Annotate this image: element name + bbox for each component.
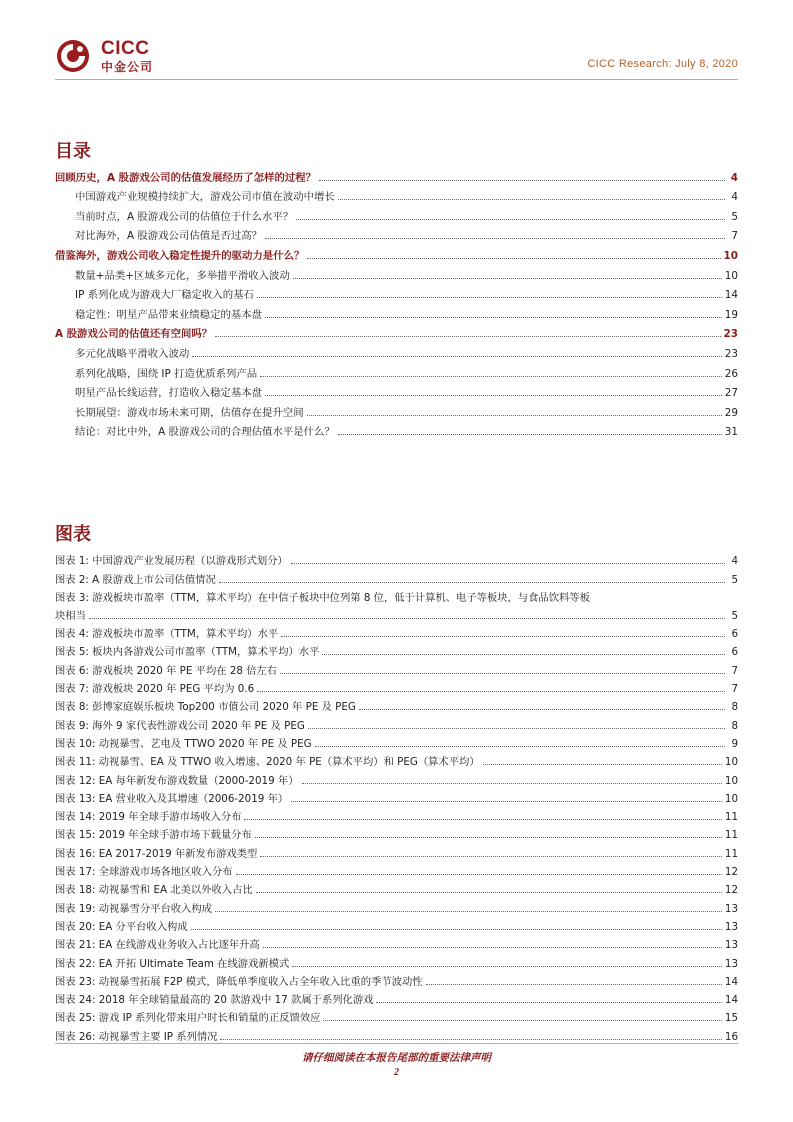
figure-entry-page: 14 [724,975,738,988]
figure-entry-page: 11 [724,847,738,860]
figure-entry-page: 6 [731,646,738,659]
dot-leader [256,892,722,893]
figure-entry[interactable] [55,622,738,640]
figure-entry-text: 图表 12: EA 每年新发布游戏数量（2000-2019 年） [55,774,299,787]
figure-entry[interactable] [55,586,738,604]
toc-entry-text: A 股游戏公司的估值还有空间吗？ [55,328,213,341]
figure-entry-text: 图表 16: EA 2017-2019 年新发布游戏类型 [55,847,258,860]
dot-leader [191,929,722,930]
toc-entry-text: 多元化战略平滑收入波动 [75,347,190,360]
toc-subsection-entry[interactable] [55,262,738,282]
dot-leader [323,1020,721,1021]
dot-leader [265,238,725,239]
figure-entry-text: 图表 23: 动视暴雪拓展 F2P 模式，降低单季度收入占全年收入比重的季节波动性 [55,975,423,988]
toc-subsection-entry[interactable] [55,203,738,223]
toc-entry-text: 对比海外，A 股游戏公司估值是否过高？ [75,230,263,243]
dot-leader [359,709,725,710]
figure-entry[interactable] [55,695,738,713]
dot-leader [244,819,721,820]
figure-entry[interactable] [55,732,738,750]
dot-leader [315,746,725,747]
toc-subsection-entry[interactable] [55,360,738,380]
toc-entry-page: 5 [731,210,738,223]
dot-leader [296,219,725,220]
dot-leader [483,764,722,765]
toc-entry-text: 中国游戏产业规模持续扩大，游戏公司市值在波动中增长 [75,191,335,204]
report-tag: CICC Research: July 8, 2020 [587,58,738,70]
toc-entry-text: 当前时点，A 股游戏公司的估值位于什么水平？ [75,210,294,223]
figure-entry-page: 8 [731,701,738,714]
toc-list [55,164,738,438]
toc-subsection-entry[interactable] [55,223,738,243]
figure-entry-text: 图表 20: EA 分平台收入构成 [55,920,188,933]
toc-entry-page: 26 [724,367,738,380]
figure-entry-page: 8 [731,719,738,732]
dot-leader [89,618,725,619]
toc-subsection-entry[interactable] [55,184,738,204]
figure-entry-page: 13 [724,939,738,952]
figure-entry-text: 图表 13: EA 营业收入及其增速（2006-2019 年） [55,792,289,805]
toc-entry-page: 27 [724,387,738,400]
figure-entry-page: 12 [724,866,738,879]
toc-entry-text: 稳定性：明星产品带来业绩稳定的基本盘 [75,308,263,321]
toc-entry-text: 数量+品类+区域多元化，多举措平滑收入波动 [75,269,290,282]
figure-entry[interactable] [55,896,738,914]
toc-entry-page: 19 [724,308,738,321]
figure-entry[interactable] [55,841,738,859]
dot-leader [307,415,722,416]
figure-entry-page: 5 [731,573,738,586]
figure-entry-text: 图表 4: 游戏板块市盈率（TTM，算术平均）水平 [55,628,279,641]
figure-entry-text: 图表 10: 动视暴雪、艺电及 TTWO 2020 年 PE 及 PEG [55,737,312,750]
cicc-logo-icon [55,38,91,74]
figure-entry-page: 11 [724,829,738,842]
dot-leader [302,783,722,784]
figure-entry[interactable] [55,915,738,933]
figure-entry[interactable] [55,1006,738,1024]
figure-entry-text: 图表 8: 彭博家庭娱乐板块 Top200 市值公司 2020 年 PE 及 PEG [55,701,356,714]
dot-leader [265,317,722,318]
header-divider [55,79,738,80]
figure-entry-text: 图表 19: 动视暴雪分平台收入构成 [55,902,212,915]
toc-section-entry[interactable] [55,164,738,184]
toc-subsection-entry[interactable] [55,419,738,439]
dot-leader [319,180,725,181]
dot-leader [426,984,722,985]
toc-subsection-entry[interactable] [55,301,738,321]
figure-entry[interactable] [55,768,738,786]
dot-leader [255,837,722,838]
figure-entry-page: 16 [724,1030,738,1043]
dot-leader [376,1002,721,1003]
figure-entry[interactable] [55,658,738,676]
figure-entry-page: 7 [731,683,738,696]
toc-entry-page: 31 [724,426,738,439]
toc-subsection-entry[interactable] [55,340,738,360]
dot-leader [220,1039,721,1040]
page-header [55,36,738,78]
figure-entry[interactable] [55,933,738,951]
logo-text-cn: 中金公司 [101,60,154,74]
footer-divider [55,1043,738,1044]
figure-entry[interactable] [55,787,738,805]
dot-leader [293,278,722,279]
figure-entry-continuation[interactable] [55,604,738,622]
figure-entry-text: 图表 9: 海外 9 家代表性游戏公司 2020 年 PE 及 PEG [55,719,305,732]
figure-entry-page: 4 [731,555,738,568]
toc-entry-page: 4 [730,171,738,184]
toc-entry-text: 明星产品长线运营，打造收入稳定基本盘 [75,387,263,400]
figure-entry-page: 12 [724,884,738,897]
toc-entry-page: 29 [724,406,738,419]
figure-entry-text: 图表 24: 2018 年全球销量最高的 20 款游戏中 17 款属于系列化游戏 [55,994,374,1007]
figure-entry-text: 图表 3: 游戏板块市盈率（TTM，算术平均）在中信子板块中位列第 8 位，低于计算机、电子等板块，与食品饮料等板 [55,591,590,604]
figure-entry-text: 图表 18: 动视暴雪和 EA 北美以外收入占比 [55,884,253,897]
dot-leader [291,801,722,802]
figure-entry-page: 11 [724,811,738,824]
figure-entry-text: 图表 14: 2019 年全球手游市场收入分布 [55,811,242,824]
dot-leader [322,654,725,655]
dot-leader [280,673,725,674]
figure-entry-page: 13 [724,920,738,933]
figure-entry-page: 10 [724,792,738,805]
toc-entry-page: 10 [723,249,738,262]
toc-subsection-entry[interactable] [55,282,738,302]
dot-leader [338,199,725,200]
figure-entry-text: 图表 7: 游戏板块 2020 年 PEG 平均为 0.6 [55,683,255,696]
figure-entry[interactable] [55,713,738,731]
toc-entry-page: 23 [723,328,738,341]
figure-entry[interactable] [55,549,738,567]
figure-entry-page: 5 [731,609,738,622]
dot-leader [236,874,722,875]
dot-leader [215,911,722,912]
dot-leader [257,297,722,298]
dot-leader [308,728,725,729]
figure-entry[interactable] [55,1024,738,1042]
figure-entry[interactable] [55,823,738,841]
figure-entry[interactable] [55,860,738,878]
figure-entry[interactable] [55,567,738,585]
figures-title: 图表 [55,524,91,545]
figure-entry-page: 10 [724,774,738,787]
dot-leader [307,258,720,259]
figure-entry-text: 图表 1: 中国游戏产业发展历程（以游戏形式划分） [55,555,288,568]
figure-entry-page: 6 [731,628,738,641]
figure-entry[interactable] [55,677,738,695]
figure-entry-text: 图表 2: A 股游戏上市公司估值情况 [55,573,216,586]
figure-entry-text: 图表 25: 游戏 IP 系列化带来用户时长和销量的正反馈效应 [55,1012,321,1025]
toc-section-entry[interactable] [55,321,738,341]
figure-entry-page: 10 [724,756,738,769]
figure-entry-page: 9 [731,737,738,750]
toc-entry-text: 回顾历史，A 股游戏公司的估值发展经历了怎样的过程？ [55,171,317,184]
toc-entry-text: 系列化战略，围绕 IP 打造优质系列产品 [75,367,258,380]
figures-list [55,549,738,1043]
toc-entry-page: 23 [724,347,738,360]
figure-entry[interactable] [55,805,738,823]
dot-leader [263,947,722,948]
toc-entry-text: 结论：对比中外，A 股游戏公司的合理估值水平是什么？ [75,426,335,439]
figure-entry-text: 图表 17: 全球游戏市场各地区收入分布 [55,866,233,879]
dot-leader [219,582,725,583]
toc-entry-text: 长期展望：游戏市场未来可期，估值存在提升空间 [75,406,304,419]
figure-entry[interactable] [55,951,738,969]
toc-section-entry[interactable] [55,242,738,262]
toc-entry-page: 4 [731,191,738,204]
page-number: 2 [394,1067,399,1078]
figure-entry-page: 13 [724,902,738,915]
figure-entry-page: 15 [724,1012,738,1025]
figure-entry[interactable] [55,640,738,658]
dot-leader [291,563,725,564]
dot-leader [192,356,721,357]
toc-entry-page: 10 [724,269,738,282]
dot-leader [260,376,722,377]
logo-text-en: CICC [101,38,150,59]
figure-entry-page: 7 [731,664,738,677]
dot-leader [292,966,722,967]
toc-entry-text: 借鉴海外，游戏公司收入稳定性提升的驱动力是什么？ [55,249,305,262]
figure-entry-text: 图表 5: 板块内各游戏公司市盈率（TTM，算术平均）水平 [55,646,320,659]
figure-entry[interactable] [55,970,738,988]
figure-entry-text: 图表 15: 2019 年全球手游市场下载量分布 [55,829,252,842]
figure-entry-text: 图表 21: EA 在线游戏业务收入占比逐年升高 [55,939,260,952]
dot-leader [215,336,720,337]
dot-leader [257,691,725,692]
toc-title: 目录 [55,141,91,162]
figure-entry-text: 图表 11: 动视暴雪、EA 及 TTWO 收入增速、2020 年 PE（算术平均）和 PEG（算术平均） [55,756,480,769]
figure-entry[interactable] [55,988,738,1006]
toc-subsection-entry[interactable] [55,399,738,419]
dot-leader [260,856,722,857]
dot-leader [265,395,722,396]
figure-entry-text: 图表 26: 动视暴雪主要 IP 系列情况 [55,1030,218,1043]
figure-entry[interactable] [55,750,738,768]
figure-entry-text: 图表 6: 游戏板块 2020 年 PE 平均在 28 倍左右 [55,664,278,677]
figure-entry-text-cont: 块相当 [55,609,86,622]
figure-entry-page: 14 [724,994,738,1007]
dot-leader [281,636,725,637]
figure-entry-page: 13 [724,957,738,970]
toc-entry-text: IP 系列化成为游戏大厂稳定收入的基石 [75,289,254,302]
toc-subsection-entry[interactable] [55,380,738,400]
figure-entry-text: 图表 22: EA 开拓 Ultimate Team 在线游戏新模式 [55,957,290,970]
dot-leader [338,434,722,435]
toc-entry-page: 14 [724,289,738,302]
legal-notice: 请仔细阅读在本报告尾部的重要法律声明 [302,1052,491,1064]
toc-entry-page: 7 [731,230,738,243]
figure-entry[interactable] [55,878,738,896]
